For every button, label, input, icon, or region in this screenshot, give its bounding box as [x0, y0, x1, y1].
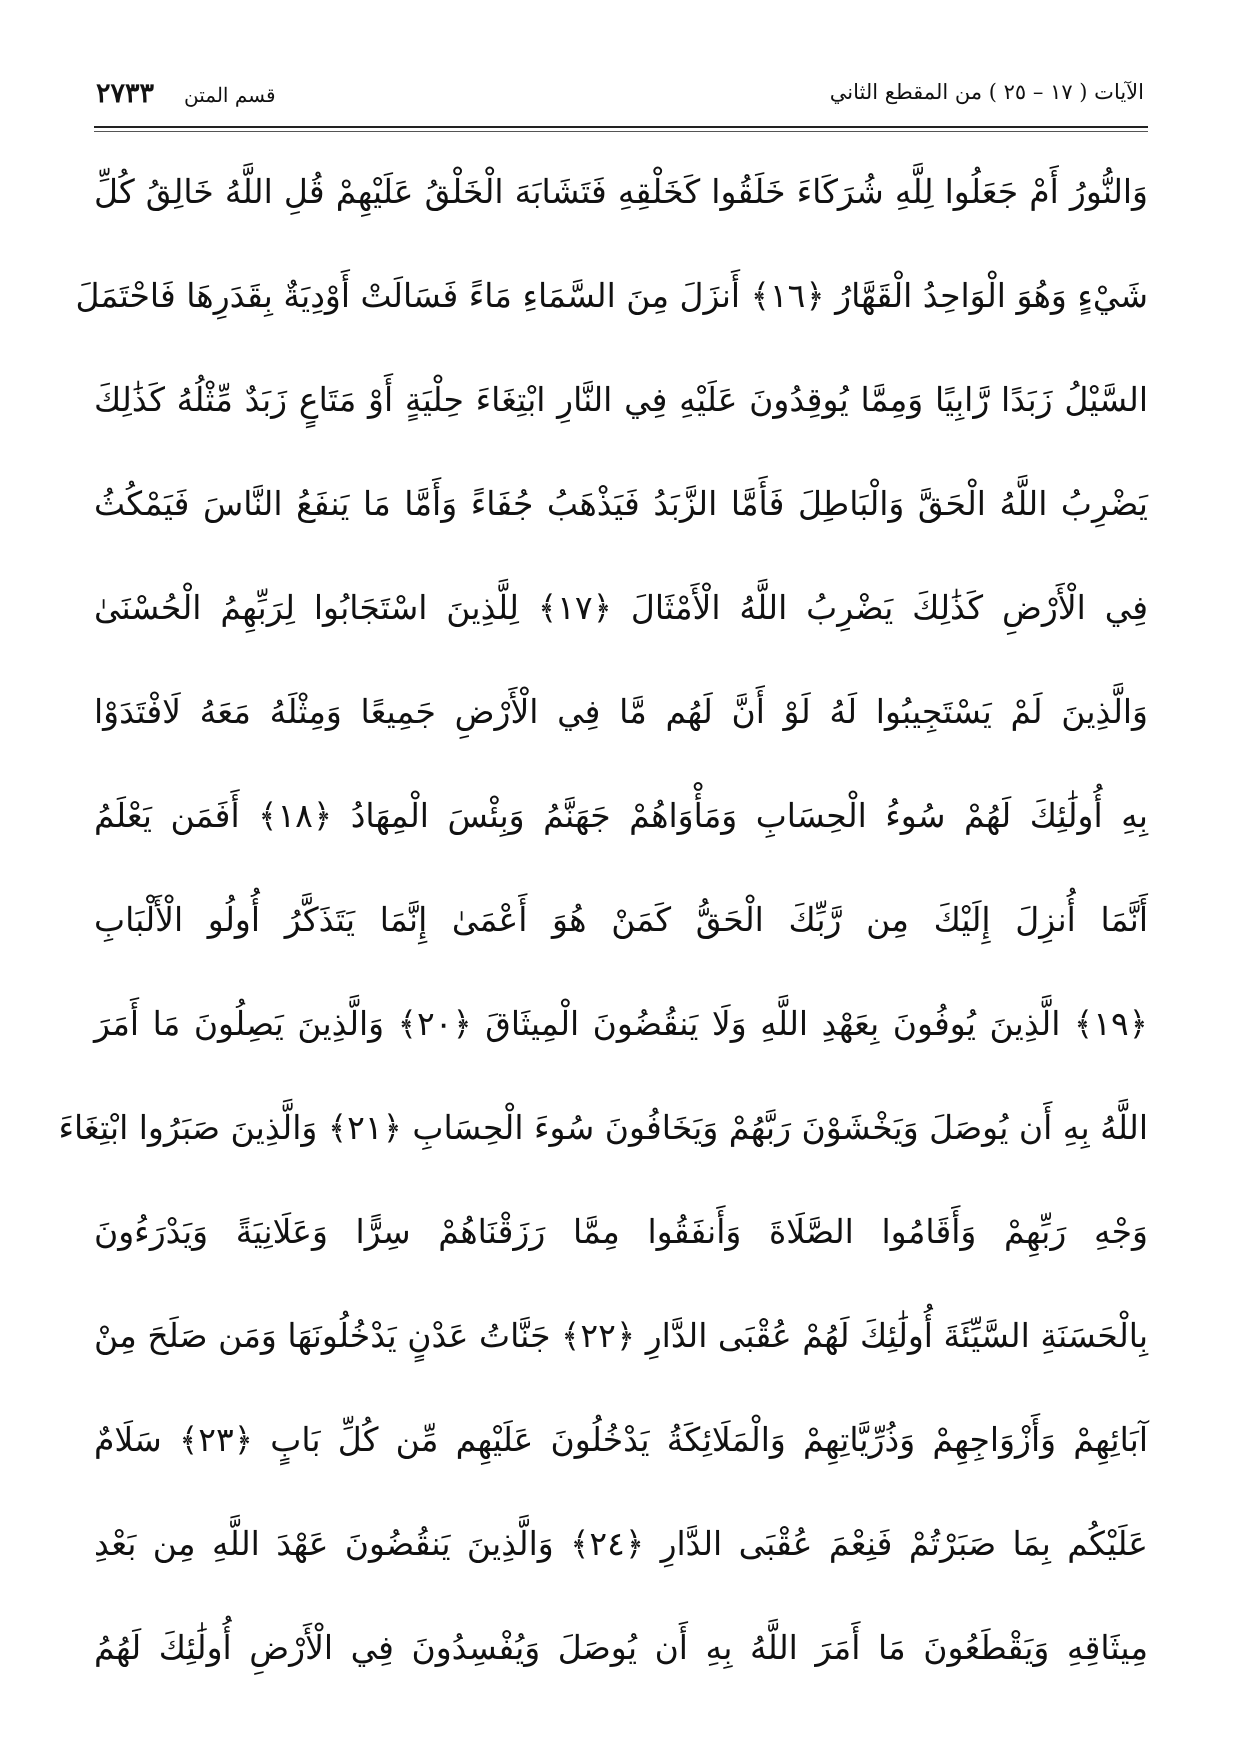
text-line: شَيْءٍ وَهُوَ الْوَاحِدُ الْقَهَّارُ ﴿١٦﴾ أَنزَلَ مِنَ السَّمَاءِ مَاءً فَسَالَتْ أَوْدِيَةٌ بِقَدَرِهَا فَاحْتَمَلَ — [75, 275, 1148, 315]
text-line: مِيثَاقِهِ وَيَقْطَعُونَ مَا أَمَرَ اللَّهُ بِهِ أَن يُوصَلَ وَيُفْسِدُونَ فِي الْأَرْضِ أُولَٰئِكَ لَهُمُ — [94, 1627, 1148, 1667]
text-line: بِالْحَسَنَةِ السَّيِّئَةَ أُولَٰئِكَ لَهُمْ عُقْبَى الدَّارِ ﴿٢٢﴾ جَنَّاتُ عَدْنٍ يَدْخُلُونَهَا وَمَن صَلَحَ مِنْ — [94, 1315, 1149, 1355]
text-line: آبَائِهِمْ وَأَزْوَاجِهِمْ وَذُرِّيَّاتِهِمْ وَالْمَلَائِكَةُ يَدْخُلُونَ عَلَيْهِم مِّن كُلِّ بَابٍ ﴿٢٣﴾ سَلَامٌ — [94, 1419, 1148, 1459]
text-line: السَّيْلُ زَبَدًا رَّابِيًا وَمِمَّا يُوقِدُونَ عَلَيْهِ فِي النَّارِ ابْتِغَاءَ حِلْيَةٍ أَوْ مَتَاعٍ زَبَدٌ مِّثْلُهُ كَذَٰلِكَ — [94, 379, 1148, 419]
section-name: قسم المتن — [184, 83, 276, 107]
quran-text-block — [58, 142, 1149, 1702]
text-line: ﴿١٩﴾ الَّذِينَ يُوفُونَ بِعَهْدِ اللَّهِ وَلَا يَنقُضُونَ الْمِيثَاقَ ﴿٢٠﴾ وَالَّذِينَ يَصِلُونَ مَا أَمَرَ — [94, 1003, 1149, 1043]
header-left — [96, 78, 276, 109]
header-divider — [94, 126, 1148, 128]
text-line: وَالَّذِينَ لَمْ يَسْتَجِيبُوا لَهُ لَوْ أَنَّ لَهُم مَّا فِي الْأَرْضِ جَمِيعًا وَمِثْلَهُ مَعَهُ لَافْتَدَوْا — [94, 691, 1148, 731]
text-line: اللَّهُ بِهِ أَن يُوصَلَ وَيَخْشَوْنَ رَبَّهُمْ وَيَخَافُونَ سُوءَ الْحِسَابِ ﴿٢١﴾ وَالَّذِينَ صَبَرُوا ابْتِغَاءَ — [58, 1107, 1148, 1147]
text-line: فِي الْأَرْضِ كَذَٰلِكَ يَضْرِبُ اللَّهُ الْأَمْثَالَ ﴿١٧﴾ لِلَّذِينَ اسْتَجَابُوا لِرَبِّهِمُ الْحُسْنَىٰ — [94, 587, 1148, 627]
text-line: يَضْرِبُ اللَّهُ الْحَقَّ وَالْبَاطِلَ فَأَمَّا الزَّبَدُ فَيَذْهَبُ جُفَاءً وَأَمَّا مَا يَنفَعُ النَّاسَ فَيَمْكُثُ — [94, 483, 1148, 523]
page-number: ٢٧٣٣ — [96, 78, 155, 109]
text-line: وَالنُّورُ أَمْ جَعَلُوا لِلَّهِ شُرَكَاءَ خَلَقُوا كَخَلْقِهِ فَتَشَابَهَ الْخَلْقُ عَلَيْهِمْ قُلِ اللَّهُ خَالِقُ كُلِّ — [94, 171, 1148, 211]
page-header — [96, 78, 1144, 122]
text-line: عَلَيْكُم بِمَا صَبَرْتُمْ فَنِعْمَ عُقْبَى الدَّارِ ﴿٢٤﴾ وَالَّذِينَ يَنقُضُونَ عَهْدَ اللَّهِ مِن بَعْدِ — [94, 1523, 1148, 1563]
text-line: أَنَّمَا أُنزِلَ إِلَيْكَ مِن رَّبِّكَ الْحَقُّ كَمَنْ هُوَ أَعْمَىٰ إِنَّمَا يَتَذَكَّرُ أُولُو الْأَلْبَابِ — [94, 899, 1148, 939]
verses-range: الآيات ( ١٧ – ٢٥ ) من المقطع الثاني — [829, 80, 1144, 104]
header-divider-secondary — [94, 131, 1148, 132]
text-line: وَجْهِ رَبِّهِمْ وَأَقَامُوا الصَّلَاةَ وَأَنفَقُوا مِمَّا رَزَقْنَاهُمْ سِرًّا وَعَلَانِيَةً وَيَدْرَءُونَ — [94, 1211, 1148, 1251]
text-line: بِهِ أُولَٰئِكَ لَهُمْ سُوءُ الْحِسَابِ وَمَأْوَاهُمْ جَهَنَّمُ وَبِئْسَ الْمِهَادُ ﴿١٨﴾ أَفَمَن يَعْلَمُ — [94, 795, 1148, 835]
